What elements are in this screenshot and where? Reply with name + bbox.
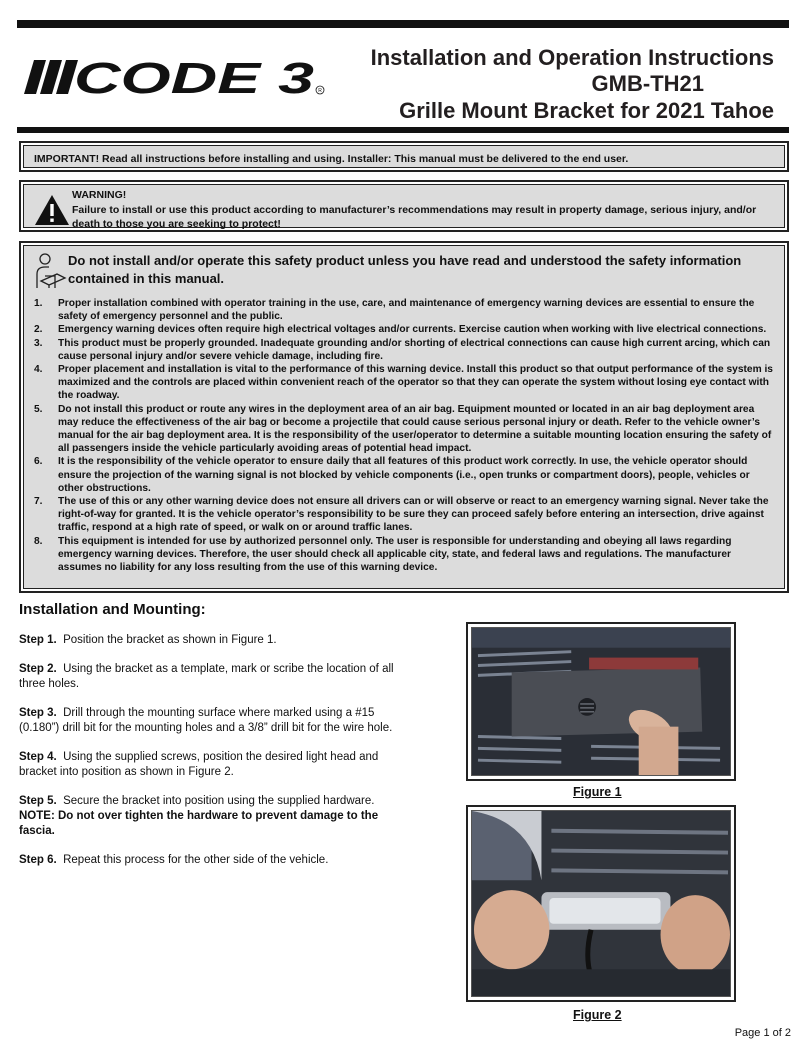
step-text: Repeat this process for the other side of the vehicle. <box>63 854 329 866</box>
step-3 <box>19 706 399 736</box>
step-4 <box>19 750 399 780</box>
step-text: Position the bracket as shown in Figure 1. <box>63 634 277 646</box>
figure-2 <box>466 805 736 1002</box>
step-text: Using the bracket as a template, mark or scribe the location of all three holes. <box>19 663 394 690</box>
list-item <box>34 323 774 336</box>
warning-title: WARNING! <box>72 189 127 201</box>
figure-1 <box>466 622 736 781</box>
page-number: Page 1 of 2 <box>734 1027 791 1039</box>
code3-logo <box>24 56 326 98</box>
step-5 <box>19 794 399 839</box>
item-text: Do not install this product or route any wires in the deployment area of an air bag. Equipment mounted or located in an air bag deployment area may reduce the effectiveness of the air bag or become a projectile that could cause serious personal injury or death. Refer to the vehicle owner’s manual for the air bag deployment area. It is the responsibility of the user/operator to determine a suitable mounting location ensuring the safety of all passengers inside the vehicle particularly avoiding areas of potential head impact. <box>58 403 772 455</box>
warning-box <box>19 180 789 232</box>
important-text: IMPORTANT! Read all instructions before installing and using. Installer: This manual must be delivered to the end user. <box>34 153 629 165</box>
step-text: Drill through the mounting surface where marked using a #15 (0.180”) drill bit for the mounting holes and a 3/8” drill bit for the wire hole. <box>19 707 393 734</box>
section-title: Installation and Mounting: <box>19 601 206 618</box>
list-item <box>34 403 774 456</box>
item-text: It is the responsibility of the vehicle operator to ensure daily that all features of this product work correctly. In use, the vehicle operator should ensure the projection of the warning signal is not blocked by vehicle components (i.e., open trunks or compartment doors), people, vehicles or other obstructions. <box>58 456 750 494</box>
list-item <box>34 495 774 535</box>
important-notice <box>19 141 789 172</box>
model-number: GMB-TH21 <box>591 71 704 96</box>
warning-text: Failure to install or use this product according to manufacturer’s recommendations may result in property damage, serious injury, and/or death to those you are seeking to protect! <box>72 204 757 230</box>
step-label: Step 4. <box>19 751 57 763</box>
document-title <box>371 44 774 125</box>
item-text: Emergency warning devices often require high electrical voltages and/or currents. Exercise caution when working with live electrical connections. <box>58 324 767 336</box>
step-label: Step 3. <box>19 707 57 719</box>
figure-2-photo <box>472 811 730 996</box>
item-number: 2. <box>34 324 43 336</box>
read-manual-icon <box>33 252 67 290</box>
item-text: This equipment is intended for use by authorized personnel only. The user is responsible for understanding and obeying all laws regarding emergency warning devices. Therefore, the user should check all applicable city, state, and federal laws and regulations. The manufacturer assumes no liability for any loss resulting from the use of this warning device. <box>58 535 732 574</box>
step-label: Step 5. <box>19 795 57 807</box>
item-number: 1. <box>34 298 43 309</box>
list-item <box>34 455 774 495</box>
step-text: Secure the bracket into position using the supplied hardware. <box>63 795 375 807</box>
step-note: NOTE: Do not over tighten the hardware to prevent damage to the fascia. <box>19 810 379 837</box>
step-6 <box>19 853 399 868</box>
figure-1-photo <box>472 628 730 775</box>
list-item <box>34 297 774 323</box>
safety-box <box>19 241 789 593</box>
item-text: Proper installation combined with operator training in the use, care, and maintenance of emergency warning devices are essential to ensure the safety of emergency personnel and the public. <box>58 298 755 323</box>
product-name: Grille Mount Bracket for 2021 Tahoe <box>399 98 774 123</box>
list-item <box>34 337 774 363</box>
step-text: Using the supplied screws, position the desired light head and bracket into position as shown in Figure 2. <box>19 751 379 778</box>
safety-heading: Do not install and/or operate this safety product unless you have read and understood the safety information contained in this manual. <box>68 253 742 286</box>
item-text: The use of this or any other warning device does not ensure all drivers can or will observe or react to an emergency warning signal. Never take the right-of-way for granted. It is the vehicle operator’s responsibility to be sure they can proceed safely before entering an intersection, drive against traffic, respond at a high rate of speed, or walk on or around traffic lanes. <box>58 496 769 534</box>
step-2 <box>19 662 399 692</box>
item-number: 8. <box>34 535 43 547</box>
item-number: 3. <box>34 337 43 349</box>
step-1 <box>19 633 399 648</box>
step-label: Step 6. <box>19 854 57 866</box>
warning-triangle-icon <box>34 194 70 226</box>
svg-text:R: R <box>318 88 322 94</box>
figure-1-caption: Figure 1 <box>573 785 622 799</box>
item-number: 5. <box>34 403 43 415</box>
list-item <box>34 535 774 575</box>
item-number: 6. <box>34 456 43 468</box>
step-label: Step 1. <box>19 634 57 646</box>
list-item <box>34 363 774 403</box>
safety-list <box>34 297 774 574</box>
item-text: This product must be properly grounded. Inadequate grounding and/or shorting of electrical connections can cause high current arcing, which can cause personal injury and/or severe vehicle damage, including fire. <box>58 337 771 362</box>
header-rule <box>17 127 789 133</box>
step-label: Step 2. <box>19 663 57 675</box>
top-rule <box>17 20 789 28</box>
installation-steps <box>19 633 399 882</box>
item-number: 7. <box>34 496 43 508</box>
svg-text:CODE 3: CODE 3 <box>74 56 314 98</box>
figure-2-caption: Figure 2 <box>573 1008 622 1022</box>
title-line-1: Installation and Operation Instructions <box>370 45 774 70</box>
item-text: Proper placement and installation is vital to the performance of this warning device. Install this product so that output performance of the system is maximized and the controls are placed within convenient reach of the operator so that they can operate the system without losing eye contact with the roadway. <box>58 364 773 402</box>
item-number: 4. <box>34 364 43 376</box>
